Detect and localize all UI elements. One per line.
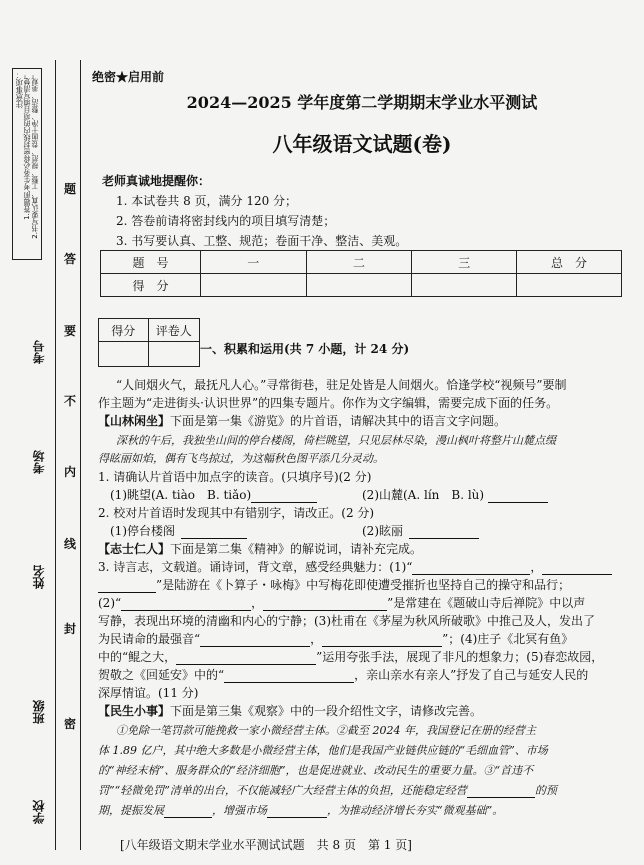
- field-class: 班级: [32, 700, 46, 724]
- question-3-line-7: 贺敬之《回延安》中的“ ，亲山亲水有亲人”抒发了自己与延安人民的: [98, 668, 589, 682]
- notice-line-2: 2.书写要认真、工整、规范、卷面干净、整洁、美观。: [31, 71, 39, 239]
- question-2-item-2: (2)眩丽: [362, 522, 479, 539]
- field-exam-number: 考号: [32, 340, 46, 364]
- score-header-cell: 题 号: [101, 251, 201, 274]
- score-table-score-row: [101, 274, 622, 297]
- field-exam-room: 考场: [32, 450, 46, 474]
- seal-char-da: 答: [64, 252, 77, 266]
- grader-box: [98, 318, 200, 367]
- passage-3-line-5: 期，提振发展 ，增强市场 ，为推动经济增长夯实“微观基础”。: [98, 804, 504, 817]
- reminder-item-2: 2. 答卷前请将密封线内的项目填写清楚；: [116, 214, 336, 228]
- exam-subtitle: 八年级语文试题(卷): [272, 132, 452, 156]
- grader-score-label: 得分: [99, 319, 149, 342]
- question-1-item-2: (2)山麓(A. lín B. lù): [362, 486, 548, 503]
- seal-char-nei: 内: [64, 465, 77, 479]
- passage-3-line-2: 体 1.89 亿户，其中绝大多数是小微经营主体，他们是我国产业链供应链的“毛细血管”、市场: [98, 744, 548, 757]
- seal-char-yao: 要: [64, 324, 77, 338]
- score-header-cell: 总 分: [517, 251, 622, 274]
- exam-title: 2024—2025 学年度第二学期期末学业水平测试: [186, 93, 538, 112]
- passage-3-line-4: 罚”“轻微免罚”清单的出台，不仅能减轻广大经营主体的负担，还能稳定经营 的预: [98, 784, 557, 797]
- seal-line-2: [80, 60, 81, 850]
- score-table: [100, 250, 622, 297]
- part-2-line: [98, 540, 422, 557]
- reminder-heading: 老师真诚地提醒你：: [102, 174, 211, 188]
- grader-score-cell: [99, 342, 149, 367]
- passage-1-line-2: 得眩丽如焰，偶有飞鸟掠过，为这幅秋色图平添几分灵动。: [98, 452, 384, 465]
- intro-line-1: “人间烟火气，最抚凡人心。”寻常街巷，驻足处皆是人间烟火。恰逢学校“视频号”要制: [116, 378, 567, 392]
- reminder-item-3: 3. 书写要认真、工整、规范；卷面干净、整洁、美观。: [116, 234, 408, 248]
- score-cell: [517, 274, 622, 297]
- score-header-cell: 一: [200, 251, 306, 274]
- part-1-text: 下面是第一集《游览》的片首语，请解决其中的语言文字问题。: [170, 414, 507, 428]
- part-1-line: [98, 412, 506, 429]
- seal-char-bu: 不: [64, 394, 77, 408]
- grader-name-cell: [148, 342, 199, 367]
- score-header-cell: 三: [412, 251, 517, 274]
- section-1-heading: 一、积累和运用(共 7 小题，计 24 分): [200, 342, 410, 356]
- part-2-tag: 【志士仁人】: [98, 542, 171, 556]
- score-cell: [200, 274, 306, 297]
- seal-char-ti: 题: [64, 182, 77, 196]
- intro-line-2: 作主题为“走进街头·认识世界”的四集专题片。你作为文字编辑，需要完成下面的任务。: [98, 396, 559, 410]
- reminder-item-1: 1. 本试卷共 8 页，满分 120 分；: [116, 194, 298, 208]
- question-3-line-3: (2)“ ， ”是常建在《题破山寺后禅院》中以声: [98, 596, 586, 610]
- part-3-tag: 【民生小事】: [98, 704, 171, 718]
- notice-line-1: 1.答题前,考生务必将密封线内的项目填写清楚。: [23, 71, 31, 220]
- question-3-line-1: 3. 诗言志，文载道。诵诗词，背文章，感受经典魅力：(1)“ ，: [98, 558, 612, 575]
- score-header-cell: 二: [306, 251, 412, 274]
- part-3-line: [98, 702, 482, 719]
- question-3-line-4: 写静，表现出环境的清幽和内心的宁静；(3)杜甫在《茅屋为秋风所破歌》中推己及人，发出了: [98, 614, 596, 628]
- seal-char-xian: 线: [64, 537, 77, 551]
- passage-3-line-1: ①免除一笔罚款可能挽救一家小微经营主体。②截至 2024 年，我国登记在册的经营主: [116, 724, 536, 737]
- score-table-header-row: [101, 251, 622, 274]
- question-2-item-1: (1)停台楼阁: [110, 522, 247, 539]
- secret-label: 绝密★启用前: [92, 70, 165, 84]
- part-2-text: 下面是第二集《精神》的解说词，请补充完成。: [170, 542, 423, 556]
- notice-box: [12, 68, 42, 260]
- seal-line-1: [55, 60, 56, 850]
- question-3-line-2: ”是陆游在《卜算子・咏梅》中写梅花即使遭受摧折也坚持自己的操守和品行；: [98, 576, 570, 593]
- question-3-line-6: 中的“鲲之大， ”运用夸张手法，展现了非凡的想象力；(5)春恋故园，: [98, 650, 604, 664]
- seal-char-mi: 密: [64, 717, 77, 731]
- field-school: 学校: [32, 800, 46, 824]
- notice-heading: 注意事项：: [15, 71, 24, 109]
- question-3-line-5: 为民请命的最强音“ ， ”；(4)庄子《北冥有鱼》: [98, 632, 574, 646]
- question-3-line-8: 深厚情谊。(11 分): [98, 686, 199, 700]
- field-name: 姓名: [32, 565, 46, 589]
- question-1: 1. 请确认片首语中加点字的读音。(只填序号)(2 分): [98, 470, 372, 484]
- binding-strip: [0, 0, 95, 865]
- question-1-item-1: (1)眺望(A. tiào B. tiǎo): [110, 486, 317, 503]
- grader-name-label: 评卷人: [148, 319, 199, 342]
- part-3-text: 下面是第三集《观察》中的一段介绍性文字，请修改完善。: [170, 704, 483, 718]
- question-2: 2. 校对片首语时发现其中有错别字，请改正。(2 分): [98, 506, 375, 520]
- score-row-label: 得 分: [101, 274, 201, 297]
- seal-char-feng: 封: [64, 622, 77, 636]
- score-cell: [306, 274, 412, 297]
- part-1-tag: 【山林闲坐】: [98, 414, 171, 428]
- page-footer: [八年级语文期末学业水平测试试题 共 8 页 第 1 页]: [120, 838, 412, 852]
- score-cell: [412, 274, 517, 297]
- passage-1-line-1: 深秋的午后，我独坐山间的停台楼阁，倚栏眺望，只见层林尽染，漫山枫叶将整片山麓点缀: [116, 434, 556, 447]
- passage-3-line-3: 的“神经末梢”、服务群众的“经济细胞”，也是促进就业、改动民生的重要力量。③“首违不: [98, 764, 534, 777]
